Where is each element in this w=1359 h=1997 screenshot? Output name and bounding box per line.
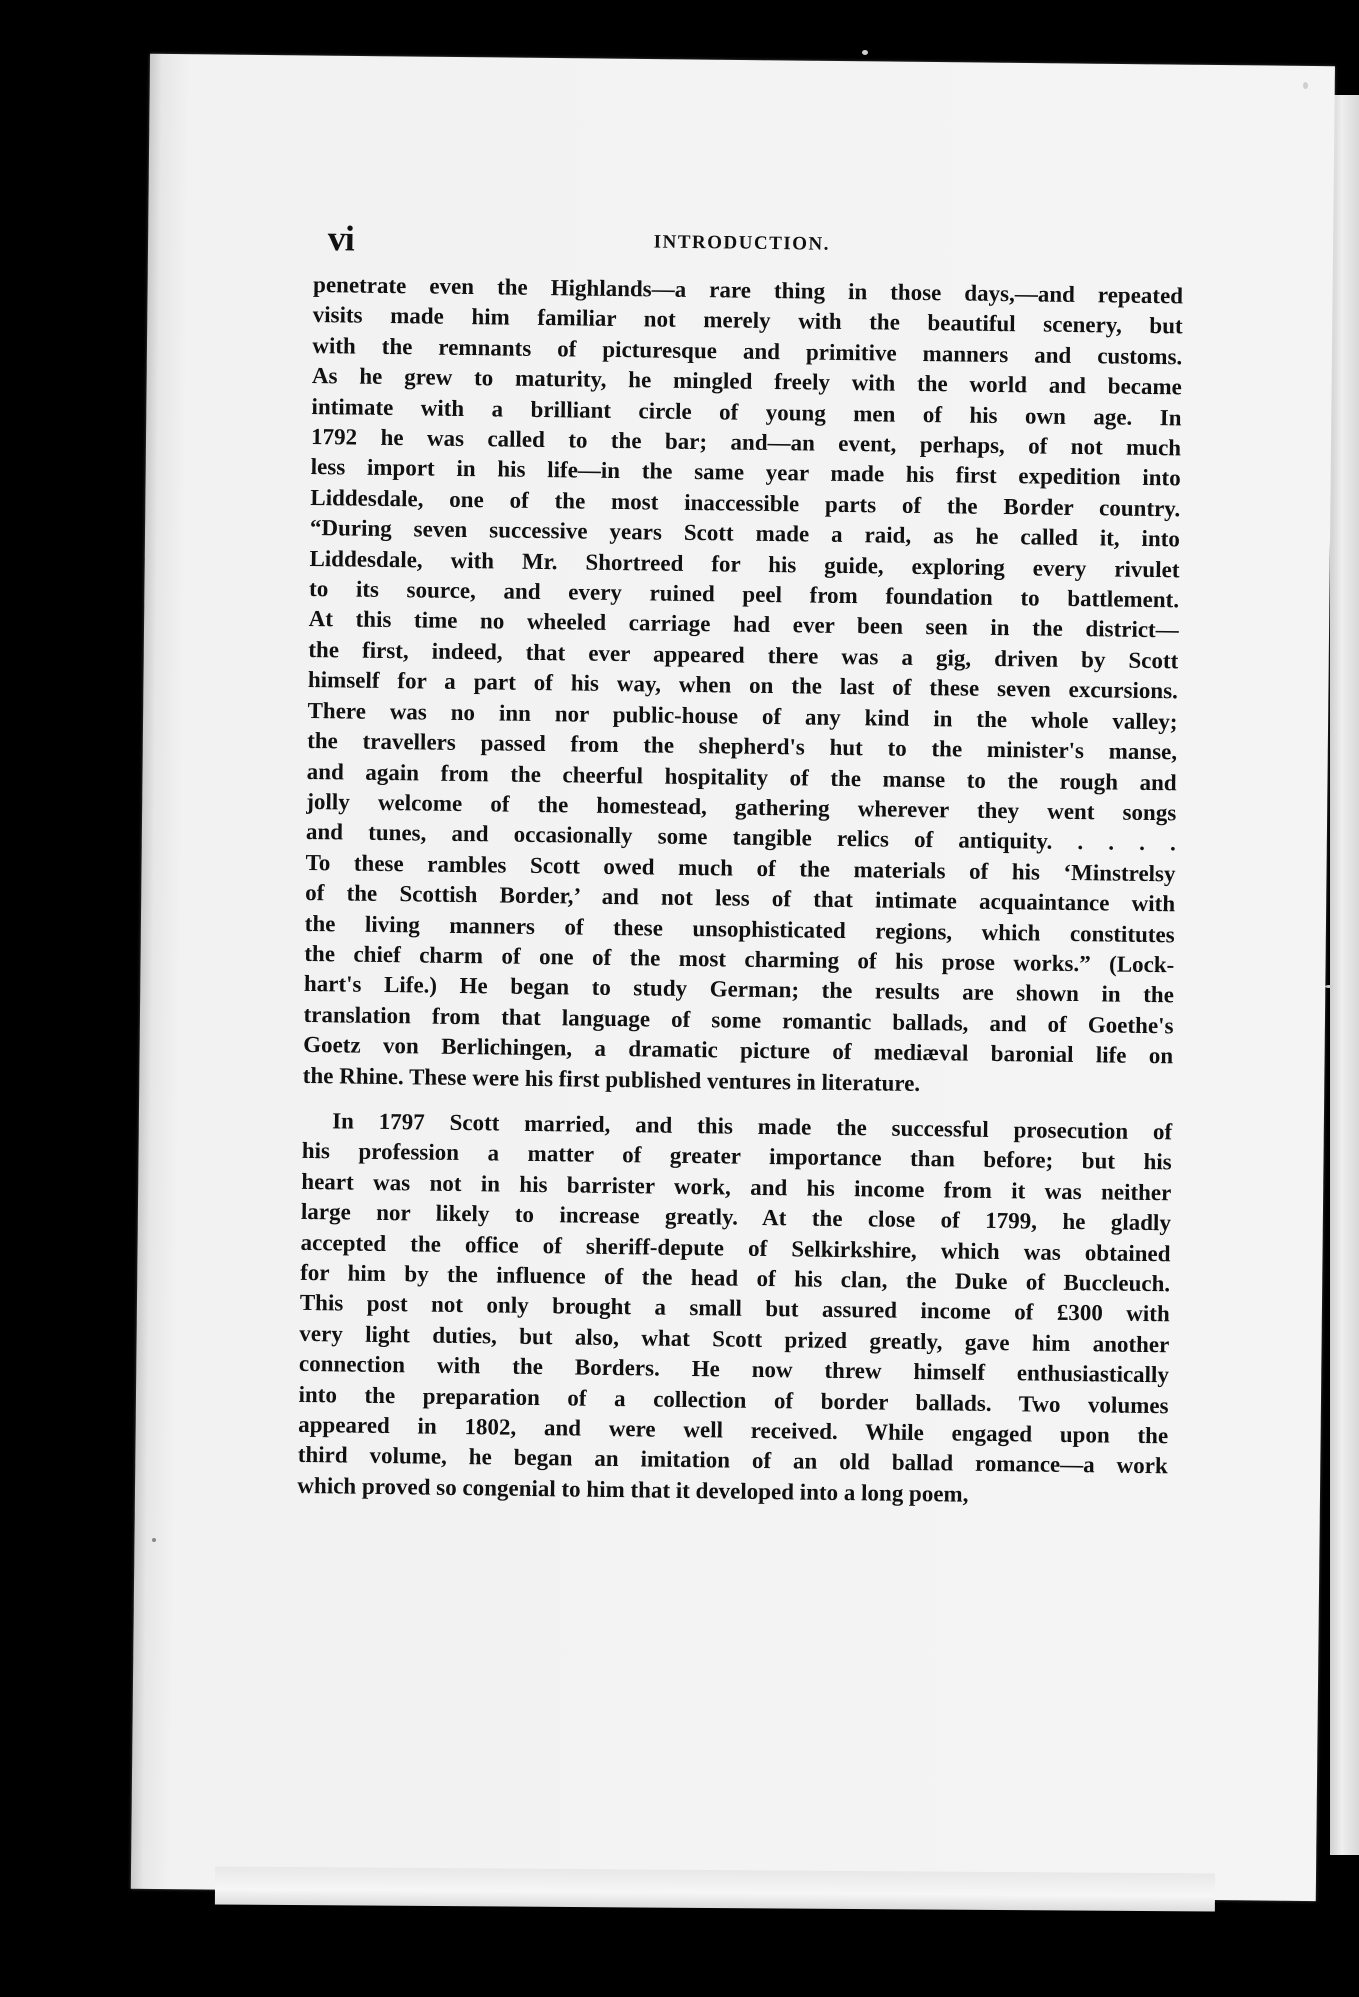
- text-line: the living manners of these unsophisticated regions, which constitutes: [304, 910, 1175, 947]
- text-line: to its source, and every ruined peel from foundation to battlement.: [308, 576, 1180, 613]
- text-line: into the preparation of a collection of border ballads. Two volumes: [298, 1381, 1169, 1418]
- text-line: Liddesdale, with Mr. Shortreed for his guide, exploring every rivulet: [309, 545, 1180, 583]
- text-line: visits made him familiar not merely with the beautiful scenery, but: [312, 302, 1183, 339]
- text-line: “During seven successive years Scott made a raid, as he called it, into: [309, 515, 1181, 552]
- text-line: for him by the influence of the head of his clan, the Duke of Buccleuch.: [300, 1259, 1171, 1297]
- text-line: This post not only brought a small but assured income of £300 with: [299, 1290, 1170, 1327]
- text-line: jolly welcome of the homestead, gathering wherever they went songs: [306, 788, 1177, 826]
- text-line: less import in his life—in the same year made his first expedition into: [310, 454, 1181, 491]
- text-line: As he grew to maturity, he mingled freely with the world and became: [311, 363, 1183, 400]
- text-line: penetrate even the Highlands—a rare thing in those days,—and repeated: [312, 271, 1184, 309]
- text-line: with the remnants of picturesque and primitive manners and customs.: [312, 332, 1183, 370]
- text-line: himself for a part of his way, when on the last of these seven excursions.: [307, 667, 1179, 704]
- paragraph: [303, 270, 1184, 1102]
- text-line: connection with the Borders. He now threw himself enthusiastically: [298, 1351, 1170, 1388]
- dust-speck: [1325, 985, 1333, 988]
- page-number: vi: [327, 218, 355, 259]
- text-line: large nor likely to increase greatly. At the close of 1799, he gladly: [300, 1199, 1172, 1236]
- running-title: INTRODUCTION.: [653, 231, 831, 255]
- dust-speck: [862, 50, 868, 55]
- text-line: There was no inn nor public-house of any kind in the whole valley;: [307, 697, 1178, 735]
- underlying-page-edge: [1330, 95, 1359, 1855]
- text-line: which proved so congenial to him that it developed into a long poem,: [297, 1472, 969, 1507]
- text-line: 1792 he was called to the bar; and—an event, perhaps, of not much: [310, 424, 1182, 461]
- text-line: To these rambles Scott owed much of the materials of his ‘Minstrelsy: [305, 849, 1176, 887]
- text-line: of the Scottish Border,’ and not less of that intimate acquaintance with: [305, 880, 1176, 917]
- text-line: Liddesdale, one of the most inaccessible parts of the Border country.: [310, 484, 1181, 522]
- text-line: very light duties, but also, what Scott prized greatly, gave him another: [299, 1320, 1170, 1358]
- text-line: and tunes, and occasionally some tangible relics of antiquity. . . . .: [305, 819, 1177, 856]
- page-text: [297, 218, 1184, 1513]
- text-line: appeared in 1802, and were well received. While engaged upon the: [298, 1411, 1169, 1449]
- text-line: the travellers passed from the shepherd's hut to the minister's manse,: [306, 728, 1178, 765]
- text-line: In 1797 Scott married, and this made the successful prosecution of: [332, 1108, 1173, 1145]
- dust-speck: [152, 1538, 156, 1542]
- text-line: accepted the office of sheriff-depute of Selkirkshire, which was obtained: [300, 1229, 1171, 1266]
- text-line: third volume, he began an imitation of an old ballad romance—a work: [297, 1442, 1168, 1479]
- text-line: intimate with a brilliant circle of young men of his own age. In: [311, 393, 1182, 430]
- text-line: hart's Life.) He began to study German; the results are shown in the: [303, 971, 1175, 1008]
- text-line: Goetz von Berlichingen, a dramatic picture of mediæval baronial life on: [303, 1032, 1174, 1069]
- paragraph: [297, 1106, 1172, 1513]
- text-line: At this time no wheeled carriage had ever been seen in the district—: [308, 606, 1179, 643]
- text-line: and again from the cheerful hospitality of the manse to the rough and: [306, 758, 1177, 795]
- dust-speck: [1303, 82, 1308, 89]
- text-line: translation from that language of some romantic ballads, and of Goethe's: [303, 1001, 1174, 1039]
- page-bottom-edge: [215, 1867, 1215, 1912]
- text-line: the first, indeed, that ever appeared there was a gig, driven by Scott: [308, 636, 1179, 674]
- text-line: his profession a matter of greater importance than before; but his: [301, 1138, 1172, 1175]
- text-line: the chief charm of one of the most charming of his prose works.” (Lock-: [304, 940, 1175, 978]
- text-line: heart was not in his barrister work, and his income from it was neither: [301, 1168, 1172, 1206]
- text-line: the Rhine. These were his first published ventures in literature.: [302, 1062, 921, 1096]
